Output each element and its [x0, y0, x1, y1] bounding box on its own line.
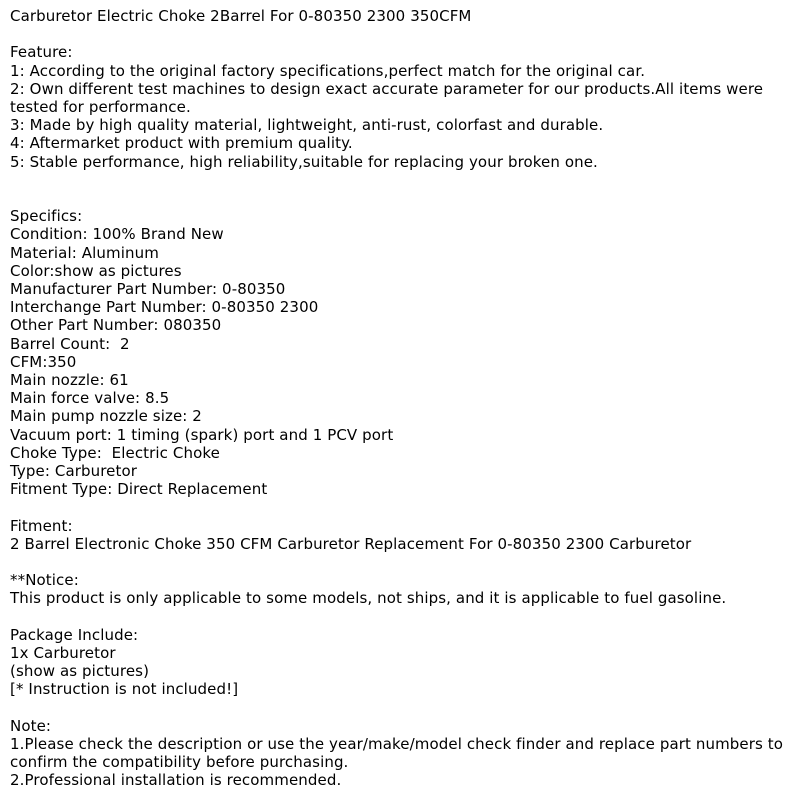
- note-item: 2.Professional installation is recommended.: [10, 771, 342, 790]
- spec-item: Choke Type: Electric Choke: [10, 443, 220, 462]
- package-item: (show as pictures): [10, 662, 150, 681]
- product-description: [10, 7, 795, 790]
- spec-item: Interchange Part Number: 0-80350 2300: [10, 298, 319, 317]
- package-item: [* Instruction is not included!]: [10, 680, 239, 699]
- feature-item: 3: Made by high quality material, lightweight, anti-rust, colorfast and durable.: [10, 116, 604, 135]
- fitment-text: 2 Barrel Electronic Choke 350 CFM Carburetor Replacement For 0-80350 2300 Carburetor: [10, 534, 692, 553]
- spec-item: Color:show as pictures: [10, 261, 182, 280]
- spec-item: Vacuum port: 1 timing (spark) port and 1 PCV port: [10, 425, 394, 444]
- package-heading: Package Include:: [10, 625, 139, 644]
- notice-heading: **Notice:: [10, 571, 79, 590]
- spec-item: Main force valve: 8.5: [10, 389, 170, 408]
- spacer: [10, 25, 795, 43]
- spec-item: Condition: 100% Brand New: [10, 225, 224, 244]
- note-item: 1.Please check the description or use the year/make/model check finder and replace part numbers to confirm the compatibility before purchasing.: [10, 735, 788, 772]
- feature-item: 5: Stable performance, high reliability,suitable for replacing your broken one.: [10, 152, 598, 171]
- spec-item: Fitment Type: Direct Replacement: [10, 480, 268, 499]
- feature-item: 1: According to the original factory specifications,perfect match for the original car.: [10, 61, 646, 80]
- spec-item: Main nozzle: 61: [10, 371, 129, 390]
- spec-item: Material: Aluminum: [10, 243, 159, 262]
- spacer: [10, 608, 795, 626]
- notice-text: This product is only applicable to some models, not ships, and it is applicable to fuel gasoline.: [10, 589, 727, 608]
- spec-item: Barrel Count: 2: [10, 334, 130, 353]
- spacer: [10, 553, 795, 571]
- spacer: [10, 189, 795, 207]
- spacer: [10, 699, 795, 717]
- spacer: [10, 171, 795, 189]
- feature-item: 2: Own different test machines to design exact accurate parameter for our products.All items were tested for performance.: [10, 79, 768, 116]
- feature-item: 4: Aftermarket product with premium quality.: [10, 134, 353, 153]
- feature-heading: Feature:: [10, 43, 73, 62]
- note-heading: Note:: [10, 716, 52, 735]
- package-item: 1x Carburetor: [10, 644, 116, 663]
- spec-item: Main pump nozzle size: 2: [10, 407, 202, 426]
- spec-item: Other Part Number: 080350: [10, 316, 222, 335]
- spec-item: CFM:350: [10, 352, 77, 371]
- spec-item: Type: Carburetor: [10, 462, 138, 481]
- spacer: [10, 498, 795, 516]
- spec-item: Manufacturer Part Number: 0-80350: [10, 280, 286, 298]
- fitment-heading: Fitment:: [10, 516, 73, 535]
- specifics-heading: Specifics:: [10, 207, 83, 226]
- product-title: Carburetor Electric Choke 2Barrel For 0-80350 2300 350CFM: [10, 7, 472, 25]
